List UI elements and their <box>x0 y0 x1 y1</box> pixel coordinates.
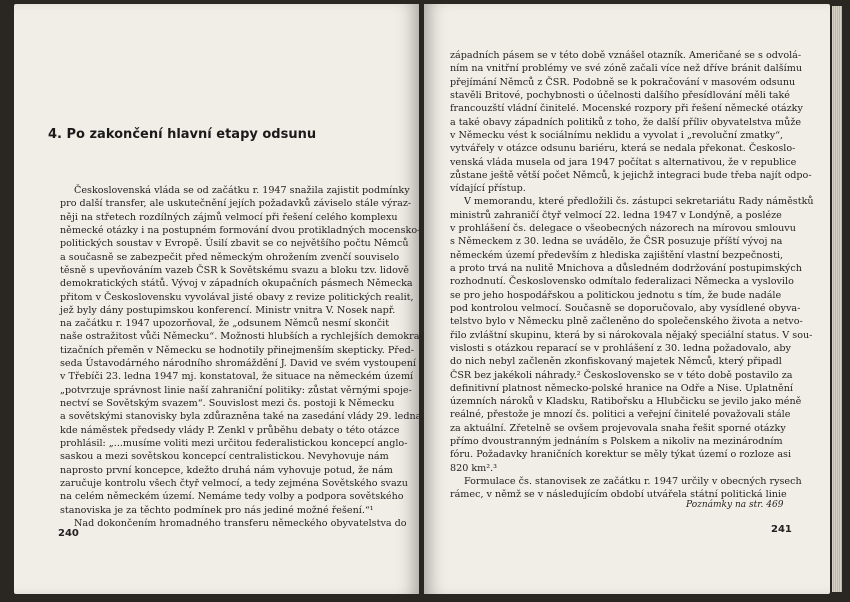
text-line: do nich nebyl začleněn zkonfiskovaný majetek Němců, který připadl <box>450 356 782 368</box>
text-line: V memorandu, které předložili čs. zástupci sekretariátu Rady náměstků <box>464 196 814 208</box>
chapter-heading: 4. Po zakončení hlavní etapy odsunu <box>48 127 317 142</box>
text-line: v Třebíči 23. ledna 1947 mj. konstatoval, že situace na německém území <box>60 371 414 383</box>
text-line: reálné, přestože je mnozí čs. politici a veřejní činitelé považovali stále <box>450 409 791 421</box>
text-line: politických soustav v Evropě. Úsilí zbavit se co největšího počtu Němců <box>60 238 409 250</box>
text-line: německé otázky i na postupném formování dvou protikladných mocensko- <box>60 224 421 236</box>
text-line: 820 km².³ <box>450 462 498 474</box>
text-line: s Německem z 30. ledna se uvádělo, že ČSR posuzuje příští vývoj na <box>450 236 783 248</box>
text-line: seda Ústavodárného národního shromáždění J. David ve svém vystoupení <box>60 358 416 370</box>
text-line: v prohlášení čs. delegace o všeobecných názorech na mírovou smlouvu <box>450 223 796 235</box>
page-number-left: 240 <box>58 528 79 539</box>
text-line: ministrů zahraničí čtyř velmocí 22. ledna 1947 v Londýně, a posléze <box>450 209 782 221</box>
text-line: německém území především z hlediska zajištění vlastní bezpečnosti, <box>450 249 784 261</box>
right-page <box>424 4 830 594</box>
text-line: vislosti s otázkou reparací se v prohlášení z 30. ledna požadovalo, aby <box>450 342 791 354</box>
text-line: Nad dokončením hromadného transferu německého obyvatelstva do <box>74 517 407 529</box>
text-line: fóru. Požadavky hraničních korektur se měly týkat území o rozloze asi <box>450 449 792 461</box>
text-line: a současně se zabezpečit před německým ohrožením zvenčí souviselo <box>60 251 400 263</box>
text-line: rámec, v němž se v následujícím období utvářela státní politická linie <box>450 489 787 501</box>
text-line: francouzští vládní činitelé. Mocenské rozpory při řešení německé otázky <box>450 103 803 115</box>
text-line: saskou a mezi sovětskou koncepcí centralistickou. Nevyhovuje nám <box>60 451 389 463</box>
right-page-text <box>450 49 814 502</box>
footnote-reference: Poznámky na str. 469 <box>686 500 784 510</box>
text-line: těsně s upevňováním vazeb ČSR k Sovětskému svazu a bloku tzv. lidově <box>60 264 409 276</box>
text-line: stavěli Britové, pochybnosti o účelnosti dalšího přesídlování měli také <box>450 89 790 101</box>
text-line: pod kontrolou velmocí. Současně se doporučovalo, aby vysídlené obyva- <box>450 302 801 314</box>
text-line: se pro jeho hospodářskou a politickou jednotu s tím, že bude nadále <box>450 289 782 301</box>
text-line: zůstane ještě větší počet Němců, k jejichž integraci bude třeba najít odpo- <box>450 169 812 181</box>
left-page <box>14 4 425 594</box>
text-line: telstvo bylo v Německu plně začleněno do společenského života a netvo- <box>450 316 803 328</box>
text-line: Formulace čs. stanovisek ze začátku r. 1947 určily v obecných rysech <box>464 476 802 487</box>
text-line: a proto trvá na nulitě Mnichova a důsledném dodržování postupimských <box>450 263 802 274</box>
text-line: přitom v Československu vyvolával jisté obavy z revize politických realit, <box>60 291 414 303</box>
text-line: stanoviska je za těchto podmínek pro nás jediné možné řešení.“¹ <box>60 504 374 516</box>
page-number-right: 241 <box>771 524 792 535</box>
text-line: ČSR bez jakékoli náhrady.² Československo se v této době postavilo za <box>450 369 793 381</box>
text-line: něji na střetech rozdílných zájmů velmocí při řešení celého komplexu <box>60 211 398 223</box>
text-line: přejímání Němců z ČSR. Podobně se k pokračování v masovém odsunu <box>450 76 796 88</box>
page-edges <box>832 6 842 592</box>
text-line: Československá vláda se od začátku r. 1947 snažila zajistit podmínky <box>74 185 410 196</box>
text-line: ním na vnitřní problémy ve své zóně začali více než dříve bránit dalšímu <box>450 63 802 75</box>
text-line: vytvářely v otázce odsunu bariéru, která se nedala překonat. Českoslo- <box>450 143 796 155</box>
text-line: tizačních přeměn v Německu se hodnotily přinejmenším skepticky. Před- <box>60 344 414 356</box>
text-line: definitivní platnost německo-polské hranice na Odře a Nise. Uplatnění <box>450 382 793 394</box>
text-line: na celém německém území. Nemáme tedy volby a podpora sovětského <box>60 491 404 503</box>
text-line: územních nároků v Kladsku, Ratibořsku a Hlubčicku se jevilo jako méně <box>450 396 802 408</box>
text-line: „potvrzuje správnost linie naší zahraniční politiky: zůstat věrnými spoje- <box>60 384 412 396</box>
text-line: řilo zvláštní skupinu, která by si nárokovala nějaký speciální status. V sou- <box>450 329 813 341</box>
text-line: přímo dvoustranným jednáním s Polskem a nikoliv na mezinárodním <box>450 436 783 448</box>
text-line: demokratických států. Vývoj v západních okupačních pásmech Německa <box>60 278 413 290</box>
text-line: rozhodnutí. Československo odmítalo federalizaci Německa a vyslovilo <box>450 276 794 288</box>
text-line: a také obavy západních politiků z toho, že další příliv obyvatelstva může <box>450 116 802 128</box>
text-line: kde náměstek předsedy vlády P. Zenkl v průběhu debaty o této otázce <box>60 424 400 436</box>
text-line: naše ostražitost vůči Německu“. Možnosti hlubších a rychlejších demokra- <box>60 331 423 343</box>
text-line: pro další transfer, ale uskutečnění jejích požadavků záviselo stále výraz- <box>60 198 412 210</box>
text-line: v Německu vést k sociálnímu neklidu a vyvolat i „revoluční zmatky“, <box>450 129 784 141</box>
text-line: na začátku r. 1947 upozorňoval, že „odsunem Němců nesmí skončit <box>60 318 390 330</box>
text-line: a sovětskými stanovisky byla zdůrazněna také na zasedání vlády 29. ledna, <box>60 411 425 423</box>
text-line: vídající přístup. <box>450 183 526 195</box>
text-line: jež byly dány postupimskou konferencí. Ministr vnitra V. Nosek např. <box>60 304 396 316</box>
text-line: nectví se Sovětským svazem“. Souvislost mezi čs. postoji k Německu <box>60 398 395 409</box>
text-line: západních pásem se v této době vznášel otazník. Američané se s odvolá- <box>450 50 802 61</box>
text-line: zaručuje kontrolu všech čtyř velmocí, a tedy zejména Sovětského svazu <box>60 477 408 489</box>
text-line: za aktuální. Zřetelně se ovšem projevovala snaha řešit sporné otázky <box>450 422 786 434</box>
left-page-text <box>60 184 425 530</box>
text-line: venská vláda musela od jara 1947 počítat s alternativou, že v republice <box>450 156 797 168</box>
text-line: naprosto první koncepce, kdežto druhá nám vyhovuje potud, že nám <box>60 464 393 476</box>
text-line: prohlásil: „...musíme voliti mezi určitou federalistickou koncepcí anglo- <box>60 437 408 449</box>
